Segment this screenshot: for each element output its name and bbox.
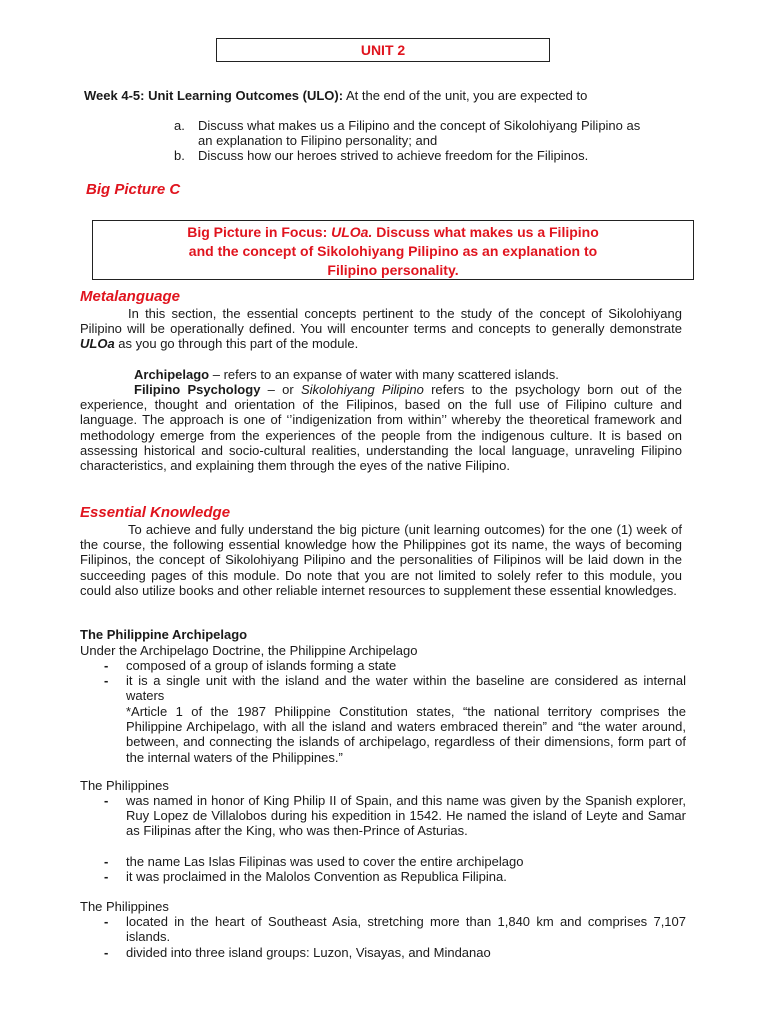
metalanguage-heading: Metalanguage <box>80 288 181 305</box>
bullet-dash: - <box>104 673 109 688</box>
archipelago-term: Archipelago <box>134 367 210 382</box>
fp-term: Filipino Psychology <box>134 382 261 397</box>
focus-prefix: Big Picture in Focus: <box>187 224 332 240</box>
archipelago-def: – refers to an expanse of water with many scattered islands. <box>209 367 559 382</box>
outcome-b <box>0 148 768 163</box>
bullet-text: it is a single unit with the island and the water within the baseline are considered as internal waters <box>126 673 686 704</box>
outcome-a <box>0 118 768 133</box>
list-item <box>0 945 768 961</box>
bullet-text: composed of a group of islands forming a state <box>126 658 397 673</box>
bullet-text: was named in honor of King Philip II of Spain, and this name was given by the Spanish explorer, Ruy Lopez de Villalobos during his expedition in 1542. He named the island of Leyte and Samar as Filipinas after the King, who was then-Prince of Asturias. <box>126 793 686 839</box>
outcome-text: Discuss what makes us a Filipino and the concept of Sikolohiyang Pilipino as <box>198 118 641 133</box>
unit-title: UNIT 2 <box>216 38 550 62</box>
focus-line3: Filipino personality. <box>327 262 459 278</box>
intro-uloa: ULOa <box>80 336 115 352</box>
fp-italic: Sikolohiyang Pilipino <box>300 382 424 397</box>
outcome-text: an explanation to Filipino personality; and <box>198 133 438 148</box>
outcome-letter: b. <box>174 148 185 163</box>
list-item <box>0 793 768 854</box>
bullet-dash: - <box>104 945 109 960</box>
outcome-a-cont <box>0 133 768 148</box>
week-label: Week 4-5: Unit Learning Outcomes (ULO): <box>84 88 344 103</box>
focus-line2: and the concept of Sikolohiyang Pilipino as an explanation to <box>188 243 598 259</box>
bullet-text: it was proclaimed in the Malolos Convention as Republica Filipina. <box>126 869 507 884</box>
metalanguage-intro <box>80 306 682 352</box>
big-picture-focus-box <box>92 220 694 280</box>
list-item <box>0 673 768 704</box>
essential-text: To achieve and fully understand the big picture (unit learning outcomes) for the one (1) week of the course, the following essential knowledge how the Philippines got its name, the ways of becoming Filipinos, the concept of Sikolohiyang Pilipino and the personalities of Filipinos will be laid down in the succeeding pages of this module. Do note that you are not limited to solely refer to this module, you could also utilize books and other reliable internet resources to supplement these essential knowledges. <box>80 522 682 598</box>
intro-text-b: as you go through this part of the module. <box>114 336 359 352</box>
archipelago-lead: Under the Archipelago Doctrine, the Philippine Archipelago <box>80 643 418 658</box>
focus-line1: Discuss what makes us a Filipino <box>372 224 599 240</box>
bullet-text: divided into three island groups: Luzon, Visayas, and Mindanao <box>126 945 491 960</box>
list-item <box>0 658 768 674</box>
list-item <box>0 869 768 885</box>
list-item <box>0 854 768 870</box>
fp-or: – or <box>260 382 301 397</box>
week-text: At the end of the unit, you are expected to <box>343 88 588 103</box>
bullet-text: the name Las Islas Filipinas was used to cover the entire archipelago <box>126 854 524 869</box>
focus-uloa: ULOa. <box>331 224 373 240</box>
philippines-heading-2: The Philippines <box>80 899 169 914</box>
big-picture-heading: Big Picture C <box>86 181 181 198</box>
philippines-heading-1: The Philippines <box>80 778 169 793</box>
essential-knowledge-heading: Essential Knowledge <box>80 504 231 521</box>
bullet-dash: - <box>104 658 109 673</box>
bullet-dash: - <box>104 914 109 929</box>
bullet-dash: - <box>104 869 109 884</box>
archipelago-section-heading: The Philippine Archipelago <box>80 627 248 642</box>
fp-def: refers to the psychology born out of the experience, thought and orientation of the Filipinos, based on the full use of Filipino culture and language. The approach is one of ‘’indigenization from within’’ whereby the theoretical framework and methodology emerge from the experiences of the people from the indigenous culture. It is based on assessing historical and socio-cultural realities, understanding the local language, unraveling Filipino characteristics, and explaining them through the eyes of the native Filipino. <box>80 382 682 474</box>
list-item <box>0 914 768 945</box>
bullet-dash: - <box>104 854 109 869</box>
filipino-psychology-definition <box>80 382 682 473</box>
intro-text-a: In this section, the essential concepts pertinent to the study of the concept of Sikolohiyang Pilipino will be operationally defined. You will encounter terms and concepts to generally demonstrate <box>80 306 682 337</box>
week-ulo-line <box>84 88 587 103</box>
outcome-letter: a. <box>174 118 185 133</box>
outcome-text: Discuss how our heroes strived to achieve freedom for the Filipinos. <box>198 148 589 163</box>
essential-knowledge-paragraph <box>80 522 682 598</box>
constitution-article: *Article 1 of the 1987 Philippine Constitution states, “the national territory comprises the Philippine Archipelago, with all the island and waters embraced therein” and “the water around, between, and connecting the islands of archipelago, regardless of their dimensions, form part of the internal waters of the Philippines.” <box>126 704 686 765</box>
archipelago-definition <box>134 367 559 382</box>
bullet-text: located in the heart of Southeast Asia, stretching more than 1,840 km and comprises 7,107 islands. <box>126 914 686 945</box>
bullet-dash: - <box>104 793 109 808</box>
